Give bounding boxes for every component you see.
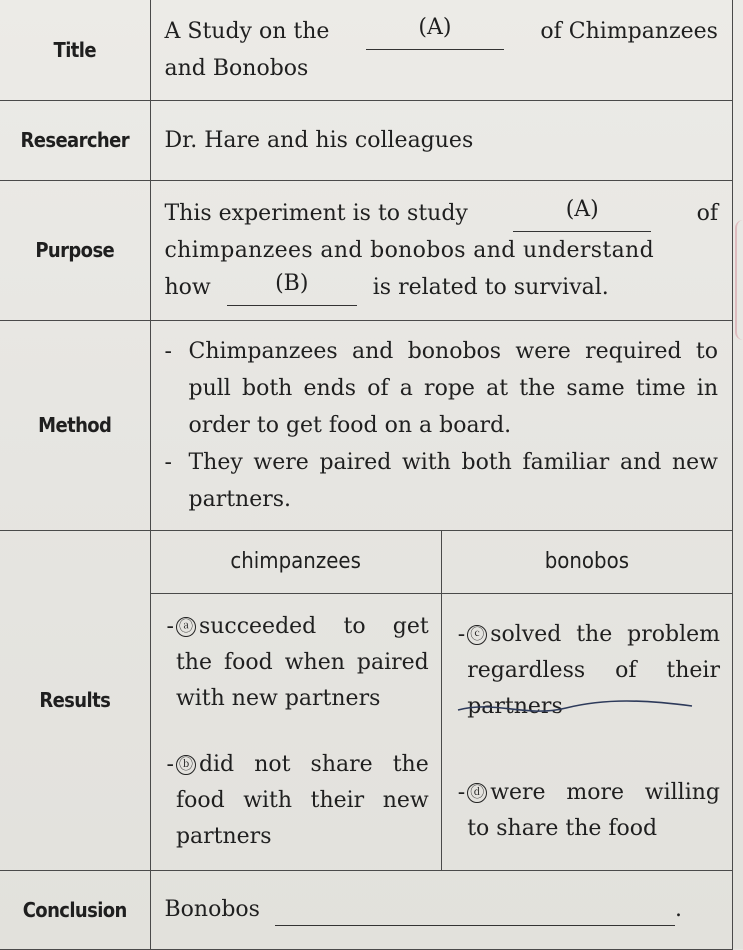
results-label: Results: [0, 530, 150, 870]
method-row: [0, 320, 733, 530]
result-b: [167, 747, 429, 855]
result-a: [167, 609, 429, 717]
chimpanzee-results: [151, 593, 442, 870]
title-row: [0, 0, 733, 100]
conclusion-cell: [150, 870, 733, 949]
purpose-line2: chimpanzees and bonobos and understand: [164, 237, 655, 263]
method-cell: [150, 320, 733, 530]
dash-bullet: -: [164, 338, 172, 364]
purpose-line1-pre: This experiment is to study: [164, 200, 468, 226]
title-line2: and Bonobos: [164, 55, 309, 81]
results-header-chimpanzees: chimpanzees: [151, 531, 442, 594]
results-header-bonobos: bonobos: [441, 531, 732, 594]
conclusion-label: Conclusion: [0, 870, 150, 949]
researcher-row: [0, 100, 733, 180]
dash-bullet: -: [166, 613, 174, 639]
results-header-row: [151, 531, 733, 594]
title-cell: [150, 0, 733, 100]
circled-b-marker: ⓑ: [176, 755, 196, 775]
method-item: [165, 444, 719, 518]
circled-a-marker: ⓐ: [176, 617, 196, 637]
circled-c-marker: ⓒ: [467, 625, 487, 645]
purpose-label: Purpose: [0, 180, 150, 320]
purpose-line3-post: is related to survival.: [372, 274, 609, 300]
purpose-blank-b: (B): [227, 269, 357, 306]
conclusion-period: .: [674, 897, 682, 922]
purpose-line1-post: of: [696, 200, 718, 226]
results-cell: [150, 530, 733, 870]
conclusion-text: Bonobos: [164, 897, 260, 922]
result-c: [458, 617, 720, 725]
method-item: [165, 333, 719, 444]
title-text-post: of Chimpanzees: [540, 18, 718, 44]
method-item-text: Chimpanzees and bonobos were required to pull both ends of a rope at the same time in order to get food on a board.: [188, 338, 718, 438]
purpose-row: [0, 180, 733, 320]
title-label: Title: [0, 0, 150, 100]
dash-bullet: -: [164, 449, 172, 475]
purpose-cell: [150, 180, 733, 320]
result-b-text: did not share the food with their new partners: [175, 751, 429, 849]
results-row: [0, 530, 733, 870]
result-a-text: succeeded to get the food when paired with new partners: [175, 613, 429, 711]
researcher-text: Dr. Hare and his colleagues: [150, 100, 733, 180]
method-label: Method: [0, 320, 150, 530]
result-c-text: solved the problem regardless of their partners: [467, 621, 720, 719]
bonobo-results: [441, 593, 732, 870]
purpose-line3-pre: how: [164, 274, 211, 300]
result-d: [458, 775, 720, 847]
dash-bullet: -: [457, 779, 466, 805]
circled-d-marker: ⓓ: [467, 783, 487, 803]
results-table: [151, 531, 733, 870]
purpose-blank-a: (A): [513, 195, 651, 232]
results-body-row: [151, 593, 733, 870]
conclusion-row: [0, 870, 733, 949]
method-list: [165, 333, 719, 518]
dash-bullet: -: [457, 621, 466, 647]
dash-bullet: -: [166, 751, 174, 777]
title-text-pre: A Study on the: [164, 18, 330, 44]
page-edge-mark: [735, 220, 743, 340]
result-d-text: were more willing to share the food: [467, 779, 720, 841]
title-blank-a: (A): [366, 13, 504, 50]
method-item-text: They were paired with both familiar and new partners.: [188, 449, 718, 512]
researcher-label: Researcher: [0, 100, 150, 180]
conclusion-blank[interactable]: [275, 895, 675, 926]
